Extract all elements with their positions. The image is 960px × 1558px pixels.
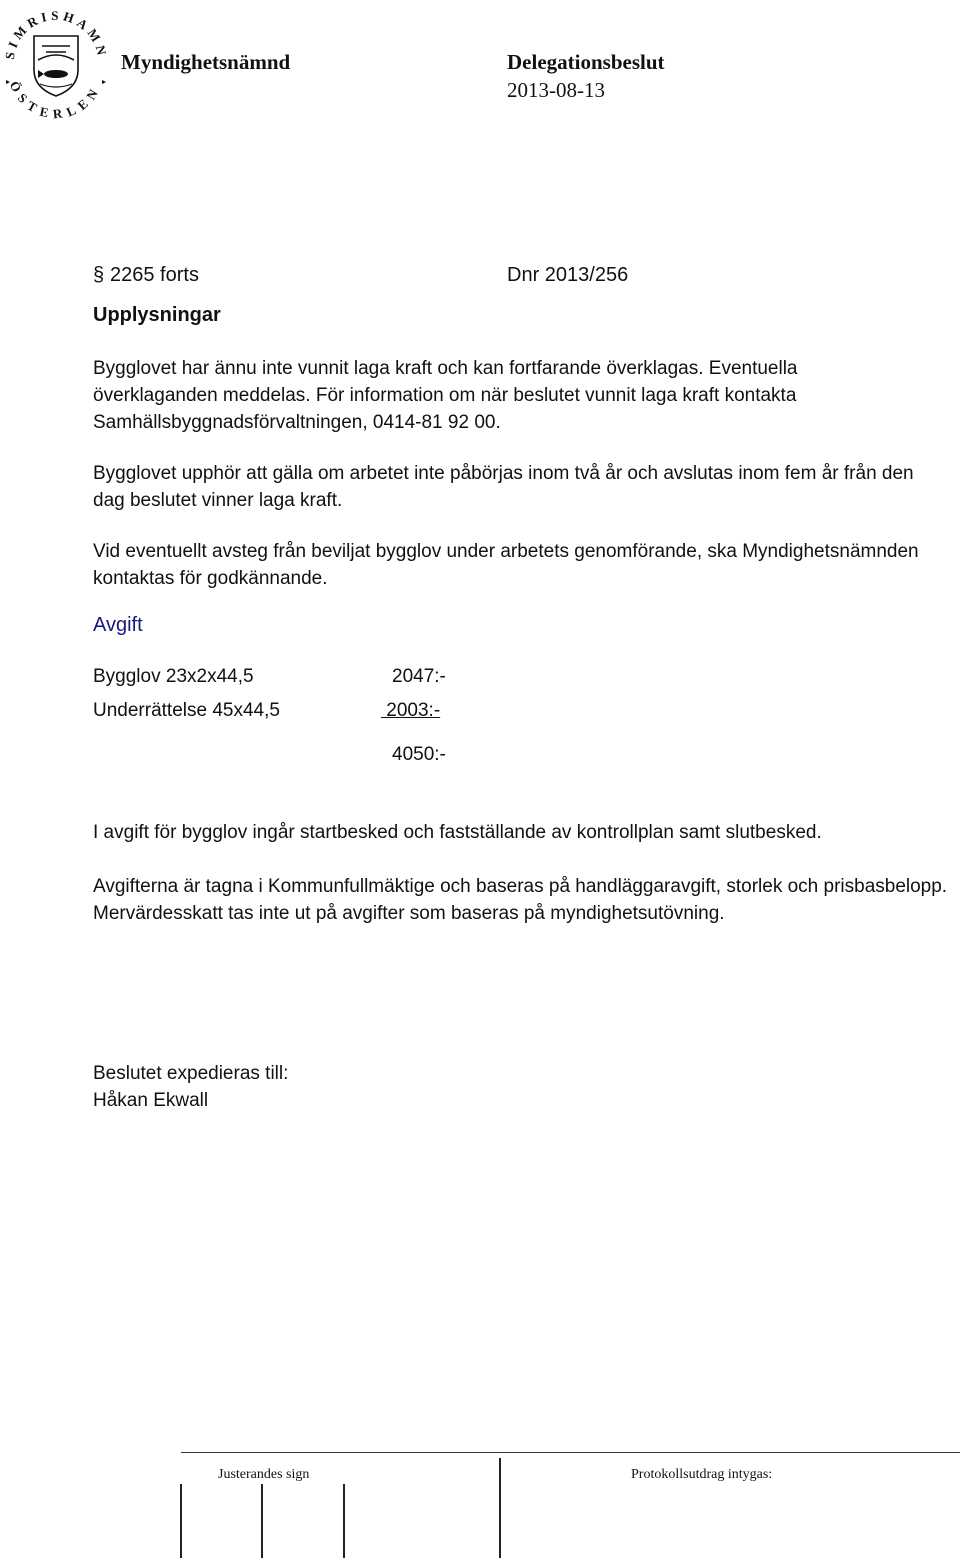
svg-text:SIMRISHAMN: SIMRISHAMN bbox=[1, 7, 111, 61]
signature-box-divider bbox=[499, 1458, 501, 1558]
fee-row-value: 2003:- bbox=[381, 700, 441, 721]
fee-row-value: 2047:- bbox=[392, 666, 446, 687]
signature-box-divider bbox=[343, 1484, 345, 1558]
fee-note: I avgift för bygglov ingår startbesked och fastställande av kontrollplan samt slutbesked. bbox=[93, 822, 822, 843]
distribution-recipient: Håkan Ekwall bbox=[93, 1090, 209, 1111]
svg-text:ÖSTERLEN: ÖSTERLEN bbox=[6, 78, 104, 122]
paragraph-appeal-info: Bygglovet har ännu inte vunnit laga kraft och kan fortfarande överklagas. Eventuella överklaganden meddelas. För information om när beslutet vunnit laga kraft kontakta Samhällsbyggnadsförvaltningen, 0414-81 92 00. bbox=[93, 358, 798, 433]
municipal-logo bbox=[0, 0, 112, 124]
footer-divider bbox=[181, 1452, 960, 1453]
document-type: Delegationsbeslut bbox=[507, 50, 665, 74]
fee-row-label: Bygglov 23x2x44,5 bbox=[93, 666, 254, 687]
paragraph-deviation: Vid eventuellt avsteg från beviljat bygglov under arbetets genomförande, ska Myndighetsnämnden kontaktas för godkännande. bbox=[93, 541, 919, 589]
fee-basis-note: Avgifterna är tagna i Kommunfullmäktige och baseras på handläggaravgift, storlek och prisbasbelopp. Mervärdesskatt tas inte ut på avgifter som baseras på myndighetsutövning. bbox=[93, 876, 948, 924]
diary-number: Dnr 2013/256 bbox=[507, 264, 629, 286]
paragraph-validity: Bygglovet upphör att gälla om arbetet inte påbörjas inom två år och avslutas inom fem år från den dag beslutet vinner laga kraft. bbox=[93, 463, 914, 511]
adjuster-signature-label: Justerandes sign bbox=[218, 1467, 310, 1482]
signature-box-divider bbox=[180, 1484, 182, 1558]
signature-box-divider bbox=[261, 1484, 263, 1558]
paragraph-symbol: § bbox=[93, 264, 105, 286]
paragraph-number: 2265 forts bbox=[110, 264, 199, 286]
distribution-label: Beslutet expedieras till: bbox=[93, 1063, 289, 1084]
document-date: 2013-08-13 bbox=[507, 78, 605, 102]
fee-heading: Avgift bbox=[93, 614, 143, 636]
organization-name: Myndighetsnämnd bbox=[121, 50, 291, 74]
section-heading: Upplysningar bbox=[93, 304, 221, 326]
protocol-certification-label: Protokollsutdrag intygas: bbox=[631, 1467, 773, 1482]
fee-row-label: Underrättelse 45x44,5 bbox=[93, 700, 280, 721]
fee-total: 4050:- bbox=[392, 744, 446, 765]
